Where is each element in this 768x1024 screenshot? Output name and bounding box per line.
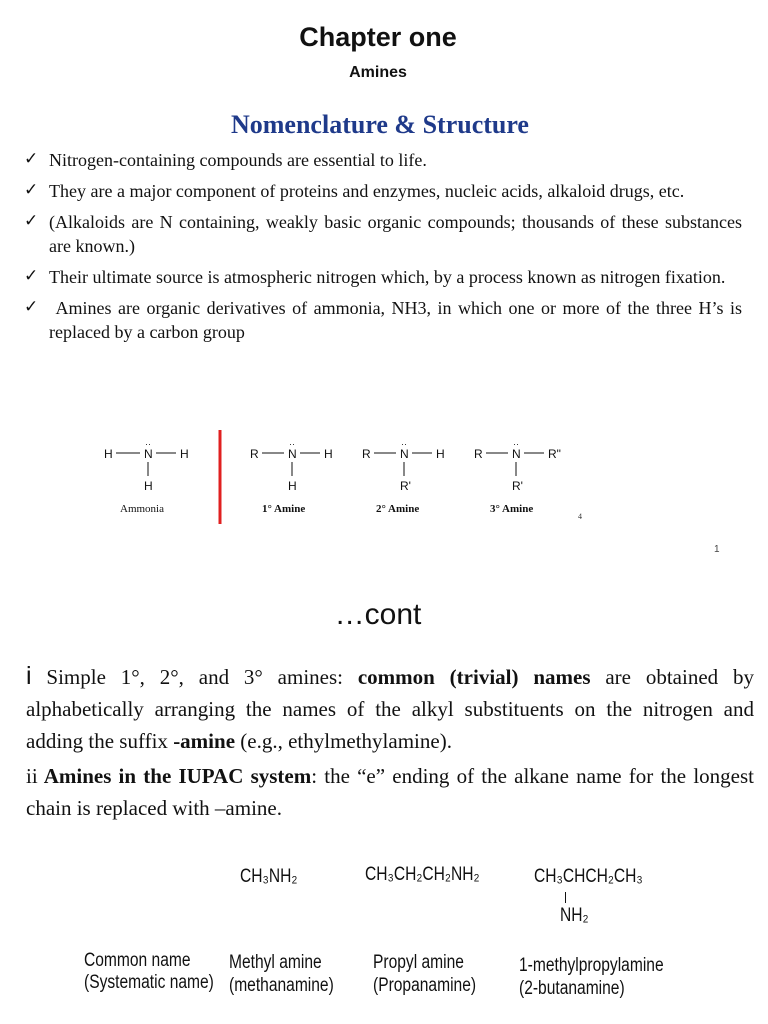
bullet-item — [22, 148, 742, 172]
reference-mark: 4 — [578, 512, 582, 521]
butanamine-systematic-name: (2-butanamine) — [519, 978, 625, 999]
row-label-common: Common name — [84, 950, 191, 971]
para-text: Simple 1°, 2°, and 3° amines: — [31, 665, 358, 689]
para-bold-text: common (trivial) names — [357, 665, 591, 689]
propylamine-systematic-name: (Propanamine) — [373, 975, 477, 996]
ammonia-structure — [104, 439, 189, 493]
amino-branch: NH₂ — [560, 905, 589, 926]
row-label-systematic: (Systematic name) — [84, 972, 214, 993]
check-icon: ✓ — [24, 149, 39, 168]
primary-amine-structure — [250, 439, 333, 493]
roman-numeral: i — [26, 662, 32, 690]
continuation-title: …cont — [334, 598, 422, 631]
svg-text:N: N — [400, 447, 409, 461]
roman-numeral: ii — [26, 764, 38, 788]
para-text: (e.g., ethylmethylamine). — [235, 729, 452, 753]
svg-text:··: ·· — [145, 439, 151, 449]
bullet-item — [22, 265, 742, 289]
svg-text:N: N — [144, 447, 153, 461]
svg-text:R': R' — [400, 479, 411, 493]
check-icon: ✓ — [24, 297, 39, 316]
svg-text:H: H — [104, 447, 113, 461]
para-bold-text: Amines in the IUPAC system — [37, 764, 312, 788]
propylamine-formula: CH₃CH₂CH₂NH₂ — [365, 864, 480, 885]
propylamine-common-name: Propyl amine — [373, 952, 464, 973]
methylamine-formula: CH₃NH₂ — [240, 866, 298, 887]
amine-structures-diagram — [90, 418, 610, 533]
svg-text:··: ·· — [401, 439, 407, 449]
paragraph-common-names — [26, 660, 754, 757]
para-bold-text: -amine — [173, 729, 236, 753]
svg-text:N: N — [512, 447, 521, 461]
svg-text:H: H — [144, 479, 153, 493]
primary-amine-caption: 1° Amine — [262, 503, 306, 515]
tertiary-amine-caption: 3° Amine — [490, 503, 534, 515]
svg-text:H: H — [436, 447, 445, 461]
methylamine-systematic-name: (methanamine) — [229, 975, 334, 996]
bullet-item — [22, 179, 742, 203]
butanamine-common-name: 1-methylpropylamine — [519, 955, 664, 976]
ammonia-caption: Ammonia — [120, 503, 164, 515]
svg-text:R": R" — [548, 447, 561, 461]
bullet-list — [22, 148, 747, 351]
secondary-amine-caption: 2° Amine — [376, 503, 420, 515]
tertiary-amine-structure — [474, 439, 561, 493]
check-icon: ✓ — [24, 211, 39, 230]
secondary-amine-structure — [362, 439, 445, 493]
svg-text:··: ·· — [513, 439, 519, 449]
check-icon: ✓ — [24, 180, 39, 199]
svg-text:H: H — [324, 447, 333, 461]
methylamine-common-name: Methyl amine — [229, 952, 322, 973]
paragraph-iupac — [26, 760, 754, 824]
para-text: : the “e” ending of the alkane name for the longest chain is replaced with –amine. — [26, 764, 754, 820]
svg-text:R': R' — [512, 479, 523, 493]
check-icon: ✓ — [24, 266, 39, 285]
bullet-item — [22, 210, 742, 258]
para-text: are obtained by alphabetically arranging the names of the alkyl substituents on the nitrogen and adding the suffix — [26, 665, 754, 753]
svg-text:N: N — [288, 447, 297, 461]
bullet-item — [22, 296, 747, 344]
chapter-title: Chapter one — [299, 22, 457, 52]
bullet-text: Their ultimate source is atmospheric nitrogen which, by a process known as nitrogen fixation. — [49, 267, 726, 287]
svg-text:R: R — [362, 447, 371, 461]
butanamine-formula: CH₃CHCH₂CH₃ — [534, 866, 643, 887]
svg-text:H: H — [180, 447, 189, 461]
bullet-text: Amines are organic derivatives of ammonia, NH3, in which one or more of the three H’s is replaced by a carbon group — [49, 298, 747, 342]
chapter-subtitle: Amines — [349, 64, 407, 81]
branch-bond — [565, 892, 566, 903]
bullet-text: Nitrogen-containing compounds are essential to life. — [49, 150, 427, 170]
bullet-text: (Alkaloids are N containing, weakly basic organic compounds; thousands of these substances are known.) — [49, 212, 742, 256]
bullet-text: They are a major component of proteins and enzymes, nucleic acids, alkaloid drugs, etc. — [49, 181, 685, 201]
svg-text:R: R — [474, 447, 483, 461]
section-title: Nomenclature & Structure — [231, 110, 529, 139]
page-number: 1 — [714, 544, 720, 555]
svg-text:··: ·· — [289, 439, 295, 449]
svg-text:R: R — [250, 447, 259, 461]
svg-text:H: H — [288, 479, 297, 493]
